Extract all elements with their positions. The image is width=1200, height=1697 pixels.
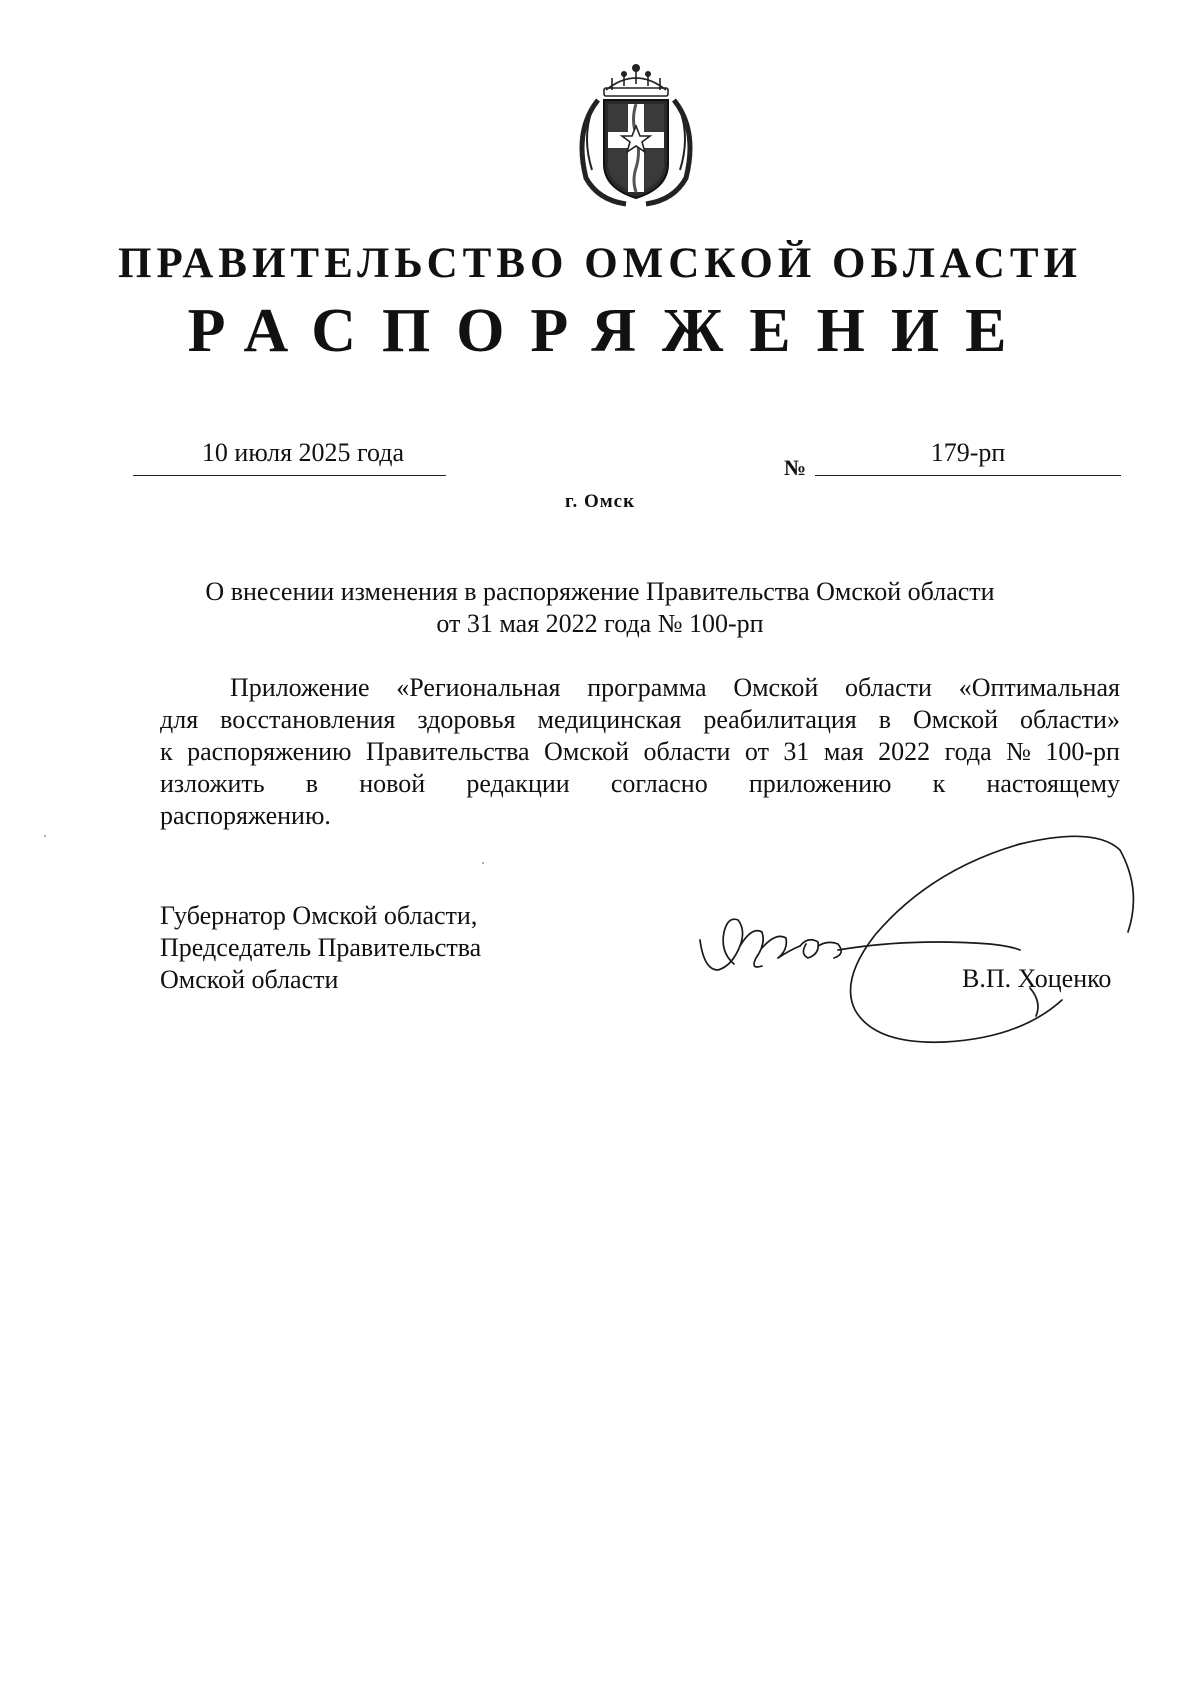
- subject-line: от 31 мая 2022 года № 100-рп: [436, 609, 764, 638]
- body-word: Омской: [733, 673, 819, 702]
- body-word: согласно: [610, 769, 708, 798]
- scan-speck: [482, 862, 484, 864]
- body-word: №: [1006, 737, 1031, 766]
- date-underline: [133, 475, 446, 476]
- government-title: ПРАВИТЕЛЬСТВО ОМСКОЙ ОБЛАСТИ: [118, 240, 1082, 287]
- body-word: Омской: [913, 705, 999, 734]
- body-word: 31: [783, 737, 810, 766]
- body-word: в: [878, 705, 892, 734]
- body-word: области»: [1020, 705, 1120, 734]
- body-line: [160, 704, 1120, 736]
- body-word: «Оптимальная: [958, 673, 1120, 702]
- scan-speck: [44, 835, 46, 837]
- omsk-coat-of-arms-icon: [568, 60, 704, 208]
- subject-line: О внесении изменения в распоряжение Правительства Омской области: [205, 577, 995, 606]
- body-word: приложению: [748, 769, 892, 798]
- body-word: медицинская: [537, 705, 682, 734]
- signatory-name: В.П. Хоценко: [962, 964, 1112, 993]
- document-number: 179-рп: [930, 438, 1006, 467]
- body-line: [160, 736, 1120, 768]
- body-word: 100-рп: [1045, 737, 1120, 766]
- number-sign: №: [784, 455, 807, 480]
- body-word: «Региональная: [396, 673, 561, 702]
- body-word: Приложение: [230, 673, 370, 702]
- body-word: области: [845, 673, 932, 702]
- body-word: в: [305, 769, 319, 798]
- signatory-position-line: Губернатор Омской области,: [160, 901, 478, 930]
- body-word: реабилитация: [703, 705, 857, 734]
- body-word: программа: [587, 673, 707, 702]
- body-word: от: [744, 737, 769, 766]
- document-subject: [150, 576, 1050, 640]
- body-line: [160, 672, 1120, 704]
- body-line: [160, 768, 1120, 800]
- signatory-position-line: Омской области: [160, 965, 339, 994]
- body-word: области: [643, 737, 731, 766]
- body-word: редакции: [466, 769, 570, 798]
- document-date: 10 июля 2025 года: [201, 438, 405, 467]
- issue-city: г. Омск: [564, 491, 636, 512]
- signatory-position: [160, 900, 481, 996]
- body-word: новой: [359, 769, 426, 798]
- body-word: мая: [823, 737, 864, 766]
- document-kind-title: РАСПОРЯЖЕНИЕ: [187, 297, 1033, 365]
- body-word: распоряжению: [187, 737, 352, 766]
- body-word: настоящему: [986, 769, 1120, 798]
- number-underline: [815, 475, 1121, 476]
- body-word: Правительства: [365, 737, 530, 766]
- body-word: Омской: [544, 737, 630, 766]
- handwritten-signature-icon: [690, 820, 1160, 1060]
- body-word: восстановления: [220, 705, 396, 734]
- body-word: для: [160, 705, 199, 734]
- body-word: к: [160, 737, 173, 766]
- body-word: года: [944, 737, 992, 766]
- body-word: распоряжению.: [160, 801, 331, 830]
- body-paragraph: [160, 672, 1120, 832]
- body-word: 2022: [878, 737, 931, 766]
- body-word: изложить: [160, 769, 265, 798]
- signatory-position-line: Председатель Правительства: [160, 933, 482, 962]
- body-word: к: [932, 769, 946, 798]
- body-word: здоровья: [417, 705, 516, 734]
